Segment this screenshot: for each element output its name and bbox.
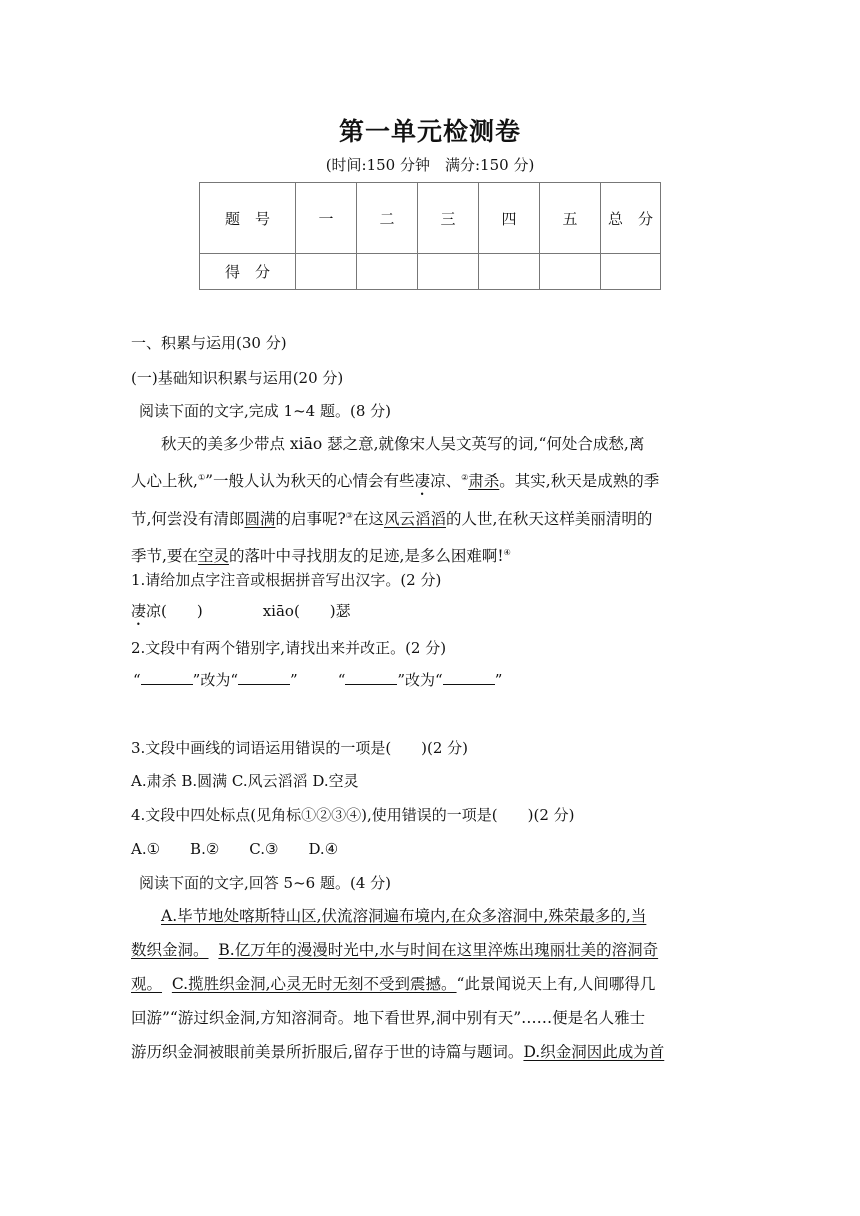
score-cell-2: 二 xyxy=(357,183,418,254)
page-title: 第一单元检测卷 xyxy=(338,117,521,146)
underlined-sentence-d: D.织金洞因此成为首 xyxy=(523,1043,665,1061)
sub-section-heading: (一)基础知识积累与运用(20 分) xyxy=(131,369,344,387)
text-span: 游历织金洞被眼前美景所折服后,留存于世的诗篇与题词。 xyxy=(131,1043,524,1061)
passage-2-line: 回游”“游过织金洞,方知溶洞奇。地下看世界,洞中别有天”……便是名人雅士 xyxy=(131,1009,646,1027)
passage-2 xyxy=(131,899,731,1069)
quote-mark: ” xyxy=(290,671,298,689)
underlined-word: 空灵 xyxy=(197,547,229,565)
underlined-word: 肃杀 xyxy=(468,472,500,490)
passage-2-line xyxy=(131,967,731,1001)
score-table-header-row xyxy=(200,183,661,254)
score-cell-1: 一 xyxy=(296,183,357,254)
text-span: 。其实,秋天是成熟的季 xyxy=(499,472,660,490)
question-1-answer-line[interactable] xyxy=(131,601,351,629)
question-4-options: A.① B.② C.③ D.④ xyxy=(131,840,339,858)
instruction-2: 阅读下面的文字,回答 5~6 题。(4 分) xyxy=(139,874,391,892)
score-cell-label: 题 号 xyxy=(200,183,296,254)
footnote-mark: ③ xyxy=(345,511,353,520)
footnote-mark: ④ xyxy=(503,548,511,557)
underlined-sentence-a: A.毕节地处喀斯特山区,伏流溶洞遍布境内,在众多溶洞中,殊荣最多的,当 xyxy=(161,907,647,925)
answer-blank[interactable] xyxy=(141,670,193,685)
text-span: 的落叶中寻找朋友的足迹,是多么困难啊! xyxy=(228,547,504,565)
question-1: 1.请给加点字注音或根据拼音写出汉字。(2 分) xyxy=(131,571,442,589)
score-table-value-row xyxy=(200,254,661,290)
exam-time-score: (时间:150 分钟 满分:150 分) xyxy=(325,156,535,174)
passage-2-line xyxy=(131,933,731,967)
score-input-1[interactable] xyxy=(296,254,357,290)
score-input-5[interactable] xyxy=(540,254,601,290)
score-input-total[interactable] xyxy=(601,254,661,290)
underlined-word: 风云滔滔 xyxy=(383,510,446,528)
passage-1-line: 秋天的美多少带点 xiāo 瑟之意,就像宋人吴文英写的词,“何处合成愁,离 xyxy=(161,435,645,453)
text-span: 在这 xyxy=(352,510,384,528)
underlined-sentence-a: 数织金洞。 xyxy=(131,941,209,959)
question-2-answer-line xyxy=(133,670,502,690)
section-heading: 一、积累与运用(30 分) xyxy=(131,334,287,352)
quote-mark: “ xyxy=(133,671,141,689)
text-span: 季节,要在 xyxy=(131,547,198,565)
passage-1-line xyxy=(131,536,731,573)
question-4: 4.文段中四处标点(见角标①②③④),使用错误的一项是( )(2 分) xyxy=(131,806,575,824)
score-row-label: 得 分 xyxy=(200,254,296,290)
score-input-4[interactable] xyxy=(479,254,540,290)
text-span: 的启事呢? xyxy=(275,510,346,528)
passage-1-line xyxy=(131,461,731,499)
answer-blank[interactable] xyxy=(443,670,495,685)
score-cell-5: 五 xyxy=(540,183,601,254)
text-span: 人心上秋, xyxy=(131,472,198,490)
underlined-sentence-b: B.亿万年的漫漫时光中,水与时间在这里淬炼出瑰丽壮美的溶洞奇 xyxy=(218,941,659,959)
passage-1-line xyxy=(131,499,731,536)
score-input-2[interactable] xyxy=(357,254,418,290)
passage-1 xyxy=(131,427,731,573)
answer-blank[interactable] xyxy=(345,670,397,685)
score-cell-4: 四 xyxy=(479,183,540,254)
answer-prompt: 凉( ) xiāo( )瑟 xyxy=(146,602,351,620)
score-input-3[interactable] xyxy=(418,254,479,290)
footnote-mark: ② xyxy=(461,473,469,482)
answer-blank[interactable] xyxy=(238,670,290,685)
underlined-word: 圆满 xyxy=(244,510,276,528)
underlined-sentence-b: 观。 xyxy=(131,975,163,993)
score-cell-3: 三 xyxy=(418,183,479,254)
passage-2-line xyxy=(131,899,731,933)
dotted-char: 凄 xyxy=(414,472,431,490)
passage-2-line xyxy=(131,1035,731,1069)
text-span: “此景闻说天上有,人间哪得几 xyxy=(456,975,656,993)
question-3-options: A.肃杀 B.圆满 C.风云滔滔 D.空灵 xyxy=(131,772,359,790)
footnote-mark: ① xyxy=(197,473,206,482)
instruction-1: 阅读下面的文字,完成 1~4 题。(8 分) xyxy=(139,402,391,420)
change-label: ”改为“ xyxy=(397,671,443,689)
score-cell-total: 总 分 xyxy=(601,183,661,254)
text-span: 节,何尝没有清郎 xyxy=(131,510,245,528)
change-label: ”改为“ xyxy=(192,671,239,689)
quote-mark: ” xyxy=(494,671,503,689)
quote-mark: “ xyxy=(337,671,346,689)
text-span: 的人世,在秋天这样美丽清明的 xyxy=(445,510,653,528)
text-span: ”一般人认为秋天的心情会有些 xyxy=(205,472,415,490)
question-2: 2.文段中有两个错别字,请找出来并改正。(2 分) xyxy=(131,639,447,657)
score-table xyxy=(199,182,661,290)
underlined-sentence-c: C.揽胜织金洞,心灵无时无刻不受到震撼。 xyxy=(171,975,457,993)
text-span: 凉、 xyxy=(430,472,462,490)
dotted-char: 凄 xyxy=(131,602,147,620)
question-3: 3.文段中画线的词语运用错误的一项是( )(2 分) xyxy=(131,739,469,757)
